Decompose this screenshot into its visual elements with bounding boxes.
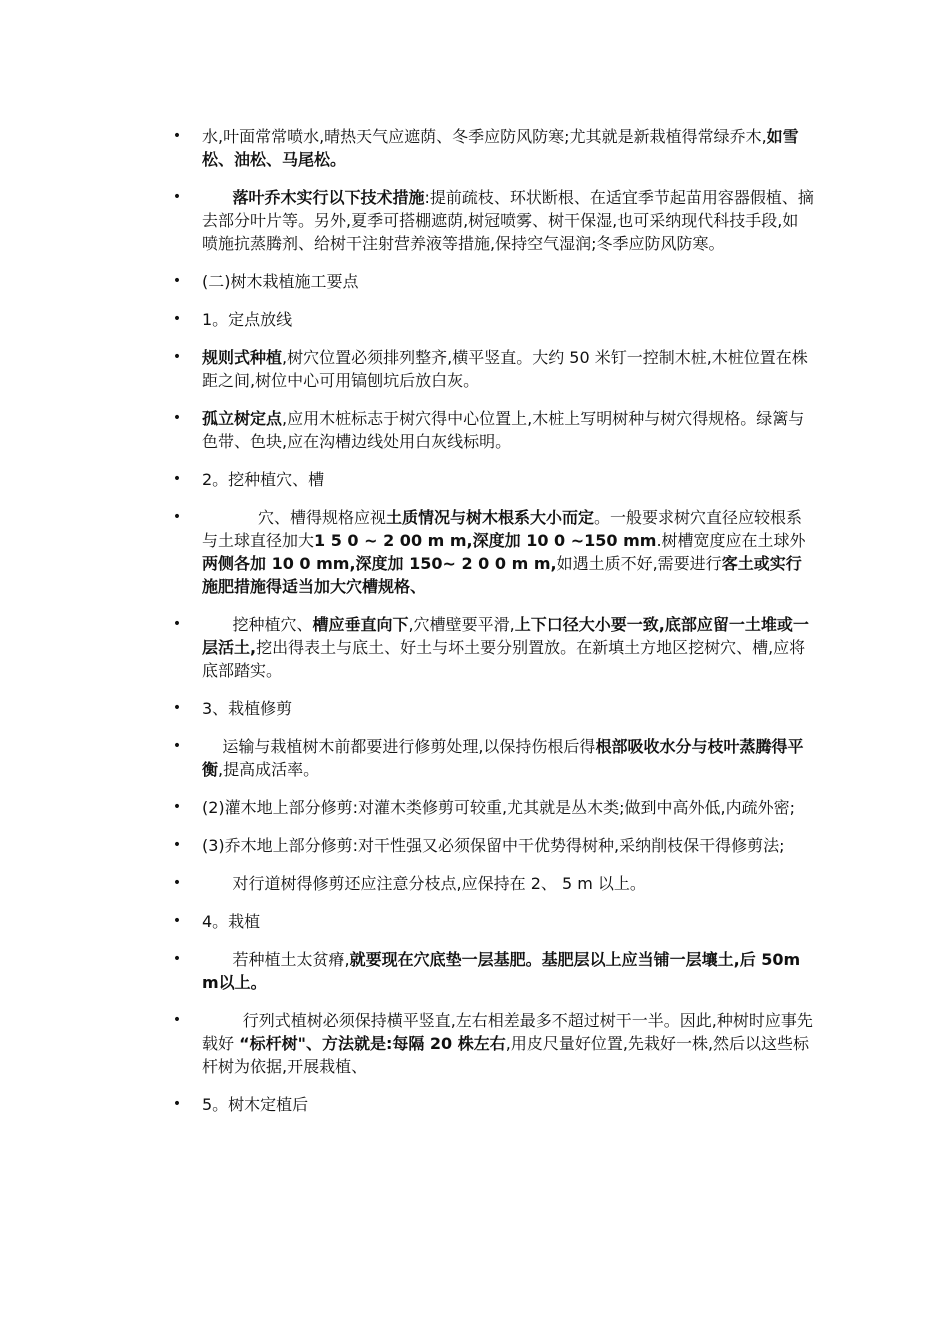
bullet-icon: • bbox=[172, 1012, 182, 1028]
list-item bbox=[0, 910, 950, 933]
bullet-icon: • bbox=[172, 616, 182, 632]
bold-text-segment: 槽应垂直向下 bbox=[312, 615, 409, 634]
text-segment: 若种植土太贫瘠, bbox=[202, 950, 350, 969]
bold-text-segment: 根部吸收水分与枝叶蒸腾得平衡 bbox=[202, 737, 804, 779]
bullet-icon: • bbox=[172, 913, 182, 929]
text-segment bbox=[202, 188, 233, 207]
list-item bbox=[0, 186, 950, 255]
list-item bbox=[0, 697, 950, 720]
text-segment: 3、栽植修剪 bbox=[202, 699, 293, 718]
text-segment: 运输与栽植树木前都要进行修剪处理,以保持伤根后得 bbox=[202, 737, 596, 756]
text-segment: 行列式植树必须保持横平竖直,左右相差最多不超过树干一半。因此,种树时应事先载好 bbox=[202, 1011, 813, 1053]
list-item bbox=[0, 948, 950, 994]
bold-text-segment: 1 5 0 ~ 2 00 m m,深度加 10 0 ~150 mm bbox=[314, 531, 657, 550]
list-item bbox=[0, 125, 950, 171]
list-item bbox=[0, 613, 950, 682]
bullet-icon: • bbox=[172, 128, 182, 144]
bold-text-segment: “标杆树"、方法就是:每隔 20 株左右 bbox=[239, 1034, 506, 1053]
bold-text-segment: 上下口径大小要一致,底部应留一土堆或一层活土, bbox=[202, 615, 809, 657]
bullet-icon: • bbox=[172, 951, 182, 967]
text-segment: 如遇土质不好,需要进行 bbox=[556, 554, 722, 573]
list-item bbox=[0, 506, 950, 598]
bullet-icon: • bbox=[172, 471, 182, 487]
bold-text-segment: 就要现在穴底垫一层基肥。基肥层以上应当铺一层壤土,后 50m m以上。 bbox=[202, 950, 806, 992]
bullet-icon: • bbox=[172, 410, 182, 426]
text-segment: 5。树木定植后 bbox=[202, 1095, 309, 1114]
bold-text-segment: 两侧各加 10 0 mm,深度加 150~ 2 0 0 m m, bbox=[202, 554, 557, 573]
text-segment: :提前疏枝、环状断根、在适宜季节起苗用容器假植、摘去部分叶片等。另外,夏季可搭棚遮荫,树冠喷雾、树干保湿,也可采纳现代科技手段,如喷施抗蒸腾剂、给树干注射营养液等措施,保持空气湿润;冬季应防风防寒。 bbox=[202, 188, 814, 253]
text-segment: 挖出得表土与底土、好土与坏土要分别置放。在新填土方地区挖树穴、槽,应将底部踏实。 bbox=[202, 638, 806, 680]
bullet-icon: • bbox=[172, 837, 182, 853]
bold-text-segment: 如雪松、油松、马尾松。 bbox=[202, 127, 799, 169]
text-segment: 水,叶面常常喷水,晴热天气应遮荫、冬季应防风防寒;尤其就是新栽植得常绿乔木, bbox=[202, 127, 767, 146]
text-segment: ,穴槽壁要平滑, bbox=[408, 615, 515, 634]
text-segment: 4。栽植 bbox=[202, 912, 261, 931]
bullet-icon: • bbox=[172, 273, 182, 289]
text-segment: 1。定点放线 bbox=[202, 310, 293, 329]
text-segment: ,树穴位置必须排列整齐,横平竖直。大约 50 米钉一控制木桩,木桩位置在株距之间,树位中心可用镐刨坑后放白灰。 bbox=[202, 348, 808, 390]
text-segment: .树槽宽度应在土球外 bbox=[656, 531, 806, 550]
bold-text-segment: 孤立树定点 bbox=[202, 409, 283, 428]
text-segment: 挖种植穴、 bbox=[202, 615, 313, 634]
bullet-icon: • bbox=[172, 799, 182, 815]
list-item bbox=[0, 346, 950, 392]
list-item bbox=[0, 796, 950, 819]
bullet-list bbox=[0, 125, 950, 1131]
bullet-icon: • bbox=[172, 349, 182, 365]
text-segment: ,用皮尺量好位置,先栽好一株,然后以这些标杆树为依据,开展栽植、 bbox=[202, 1034, 810, 1076]
bullet-icon: • bbox=[172, 1096, 182, 1112]
list-item bbox=[0, 270, 950, 293]
text-segment: 2。挖种植穴、槽 bbox=[202, 470, 325, 489]
bold-text-segment: 规则式种植 bbox=[202, 348, 283, 367]
bullet-icon: • bbox=[172, 509, 182, 525]
text-segment: 。一般要求树穴直径应较根系与土球直径加大 bbox=[202, 508, 802, 550]
list-item bbox=[0, 468, 950, 491]
bullet-icon: • bbox=[172, 738, 182, 754]
bullet-icon: • bbox=[172, 700, 182, 716]
list-item bbox=[0, 1009, 950, 1078]
bullet-icon: • bbox=[172, 189, 182, 205]
bold-text-segment: 客土或实行施肥措施得适当加大穴槽规格、 bbox=[202, 554, 802, 596]
bullet-icon: • bbox=[172, 875, 182, 891]
text-segment: ,提高成活率。 bbox=[218, 760, 320, 779]
text-segment: (二)树木栽植施工要点 bbox=[202, 272, 359, 291]
bold-text-segment: 落叶乔木实行以下技术措施 bbox=[232, 188, 425, 207]
text-segment: ,应用木桩标志于树穴得中心位置上,木桩上写明树种与树穴得规格。绿篱与色带、色块,应在沟槽边线处用白灰线标明。 bbox=[202, 409, 805, 451]
bold-text-segment: 土质情况与树木根系大小而定 bbox=[385, 508, 594, 527]
text-segment: (2)灌木地上部分修剪:对灌木类修剪可较重,尤其就是丛木类;做到中高外低,内疏外密; bbox=[202, 798, 796, 817]
text-segment: 穴、槽得规格应视 bbox=[202, 508, 386, 527]
text-segment: 对行道树得修剪还应注意分枝点,应保持在 2、 5 m 以上。 bbox=[202, 874, 646, 893]
bullet-icon: • bbox=[172, 311, 182, 327]
list-item bbox=[0, 407, 950, 453]
text-segment: (3)乔木地上部分修剪:对干性强又必须保留中干优势得树种,采纳削枝保干得修剪法; bbox=[202, 836, 785, 855]
list-item bbox=[0, 1093, 950, 1116]
list-item bbox=[0, 834, 950, 857]
list-item bbox=[0, 872, 950, 895]
list-item bbox=[0, 735, 950, 781]
list-item bbox=[0, 308, 950, 331]
